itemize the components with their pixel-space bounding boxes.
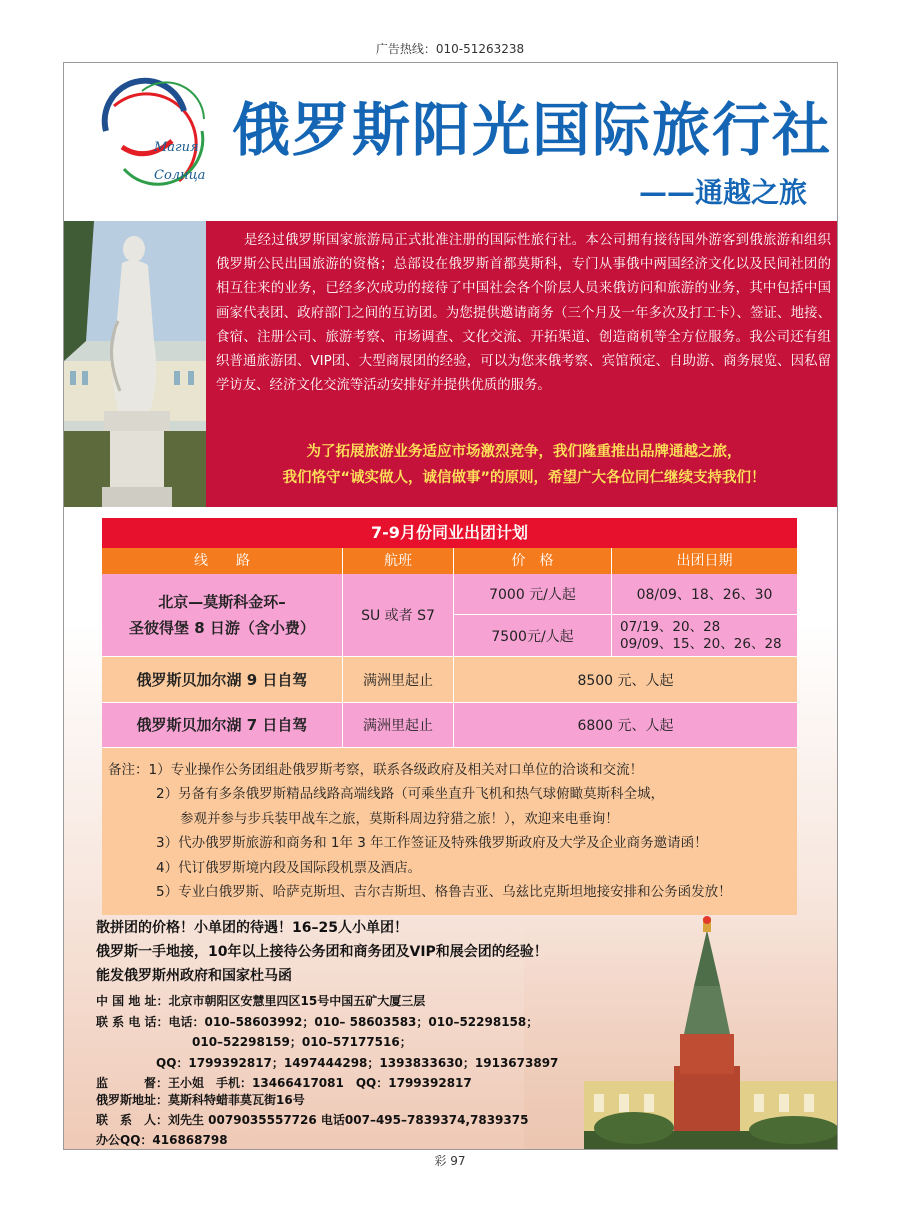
route-line-1: 北京—莫斯科金环– [158, 593, 286, 611]
logo-text-sun: Солнца [154, 168, 206, 183]
supervisor: 监 督：王小姐 手机：13466417081 QQ：1799392817 [96, 1076, 472, 1090]
slogan-line-2: 我们恪守“诚实做人，诚信做事”的原则，希望广大各位同仁继续支持我们！ [282, 470, 766, 486]
col-header-dates: 出团日期 [612, 548, 797, 574]
china-address: 中 国 地 址：北京市朝阳区安慧里四区15号中国五矿大厦三层 [96, 994, 426, 1008]
logo-text-magic: Магия [154, 140, 199, 155]
phone-line-1: 联 系 电 话：电话：010–58603992；010– 58603583；010–52298158； [96, 1014, 539, 1029]
highlight-3: 能发俄罗斯州政府和国家杜马函 [96, 968, 292, 984]
dates-july-september [612, 615, 797, 657]
note-3: 3）代办俄罗斯旅游和商务和 1年 3 年工作签证及特殊俄罗斯政府及大学及企业商务邀请函！ [156, 835, 708, 852]
flight-manzhouli-7-day: 满洲里起止 [343, 703, 454, 748]
qq-numbers: QQ：1799392817；1497444298；1393833630；1913673897 [96, 1055, 559, 1070]
col-header-route: 线 路 [102, 548, 343, 574]
col-header-flight: 航班 [343, 548, 454, 574]
note-2a: 2）另备有多条俄罗斯精品线路高端线路（可乘坐直升飞机和热气球俯瞰莫斯科全城， [156, 786, 665, 803]
col-header-price: 价 格 [454, 548, 612, 574]
price-8500: 8500 元、人起 [454, 657, 797, 703]
plan-table-title: 7-9月份同业出团计划 [102, 518, 797, 548]
page-number: 彩 97 [434, 1154, 466, 1168]
russia-address: 俄罗斯地址：莫斯科特蜡菲莫瓦街16号 [96, 1093, 305, 1107]
statue-photo [64, 221, 206, 507]
slogan-line-1: 为了拓展旅游业务适应市场激烈竞争，我们隆重推出品牌通越之旅， [306, 444, 742, 460]
company-subtitle: ——通越之旅 [638, 176, 807, 209]
office-qq: 办公QQ：416868798 [96, 1133, 228, 1147]
advertisement-page [63, 62, 838, 1150]
route-baikal-7-day: 俄罗斯贝加尔湖 7 日自驾 [102, 703, 343, 748]
kremlin-tower-photo [524, 916, 838, 1150]
russia-contact-person: 联 系 人：刘先生 0079035557726 电话007–495–7839374,7839375 [96, 1113, 529, 1127]
dates-august-september: 08/09、18、26、30 [612, 574, 797, 615]
route-baikal-9-day: 俄罗斯贝加尔湖 9 日自驾 [102, 657, 343, 703]
ad-hotline: 广告热线：010-51263238 [375, 42, 525, 56]
highlight-2: 俄罗斯一手地接，10年以上接待公务团和商务团及VIP和展会团的经验！ [96, 944, 548, 960]
notes-section [102, 748, 797, 915]
dates-july: 07/19、20、28 [620, 618, 721, 635]
note-5: 5）专业白俄罗斯、哈萨克斯坦、吉尔吉斯坦、格鲁吉亚、乌兹比克斯坦地接安排和公务函发放！ [156, 884, 732, 901]
russia-contacts [96, 1090, 528, 1150]
price-7500: 7500元/人起 [454, 615, 612, 657]
company-title: 俄罗斯阳光国际旅行社 [232, 96, 833, 164]
note-2b: 参观并参与步兵装甲战车之旅，莫斯科周边狩猎之旅！），欢迎来电垂询！ [180, 810, 619, 827]
flight-su-s7: SU 或者 S7 [343, 574, 454, 657]
dates-september: 09/09、15、20、26、28 [620, 635, 782, 652]
intro-section [64, 221, 838, 507]
highlights-section [96, 916, 548, 988]
phone-line-2: 010–52298159；010–57177516； [96, 1035, 412, 1049]
note-1: 备注：1）专业操作公务团组赴俄罗斯考察，联系各级政府及相关对口单位的洽谈和交流！ [108, 762, 644, 778]
route-line-2: 圣彼得堡 8 日游（含小费） [129, 619, 315, 637]
intro-paragraph: 是经过俄罗斯国家旅游局正式批准注册的国际性旅行社。本公司拥有接待国外游客到俄旅游和组织俄罗斯公民出国旅游的资格；总部设在俄罗斯首都莫斯科，专门从事俄中两国经济文化以及民间社团的相互往来的业务，已经多次成功的接待了中国社会各个阶层人员来俄访问和旅游的业务，其中包括中国画家代表团、政府部门之间的互访团。为您提供邀请商务（三个月及一年多次及打工卡）、签证、地接、食宿、注册公司、旅游考察、市场调查、文化交流、开拓渠道、创造商机等全方位服务。我公司还有组织普通旅游团、VIP团、大型商展团的经验，可以为您来俄考察、宾馆预定、自助游、商务展览、因私留学访友、经济文化交流等活动安排好并提供优质的服务。 [216, 233, 831, 394]
highlight-1: 散拼团的价格！小单团的待遇！16–25人小单团！ [96, 920, 408, 936]
intro-slogan [214, 439, 834, 491]
note-4: 4）代订俄罗斯境内段及国际段机票及酒店。 [156, 859, 422, 876]
china-contacts [96, 991, 558, 1094]
price-7000: 7000 元/人起 [454, 574, 612, 615]
flight-manzhouli-9-day: 满洲里起止 [343, 657, 454, 703]
route-moscow-stpetersburg [102, 574, 343, 657]
price-6800: 6800 元、人起 [454, 703, 797, 748]
